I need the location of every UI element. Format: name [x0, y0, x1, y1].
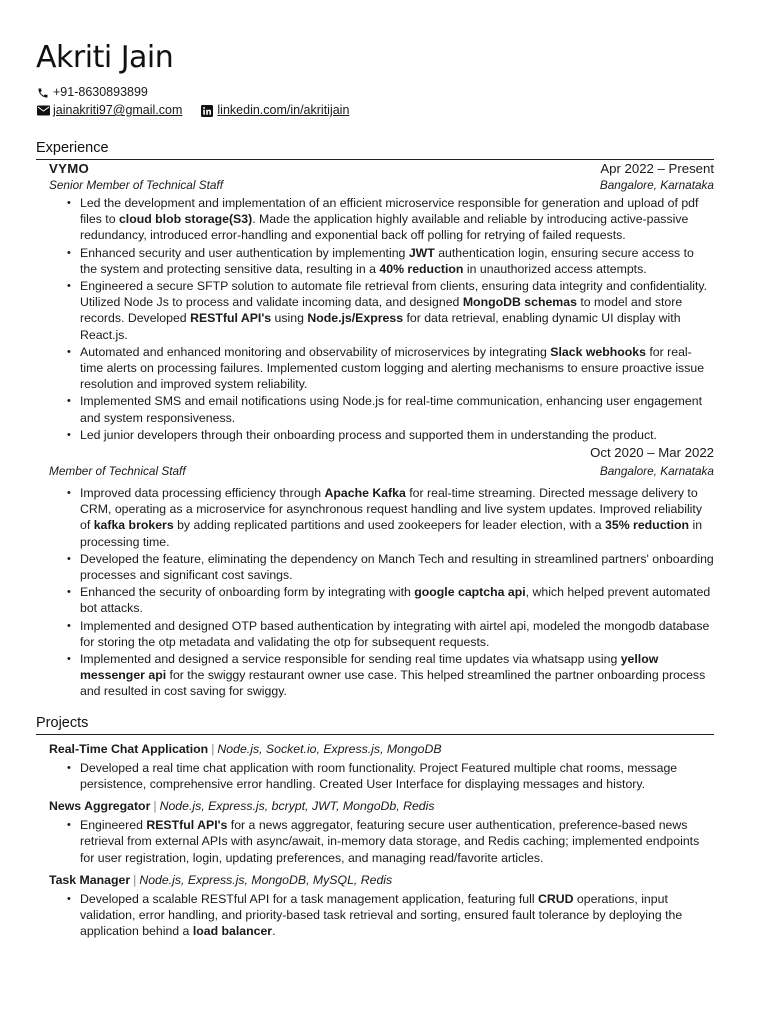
- project-name: Task Manager: [49, 872, 131, 887]
- linkedin-contact[interactable]: [200, 102, 349, 119]
- email-link[interactable]: jainakriti97@gmail.com: [53, 103, 183, 117]
- bullet-emphasis: MongoDB schemas: [462, 295, 577, 310]
- role-location: Bangalore, Karnataka: [599, 178, 714, 192]
- bullet-emphasis: RESTful API's: [146, 818, 228, 833]
- bullet-text: Implemented SMS and email notifications using Node.js for real-time communication, enhancing user engagement and system responsiveness.: [80, 394, 703, 425]
- bullet-item: [80, 760, 714, 792]
- bullet-item: [80, 344, 714, 393]
- bullet-emphasis: CRUD: [537, 891, 574, 906]
- bullet-emphasis: Apache Kafka: [324, 486, 406, 501]
- bullet-item: [80, 427, 714, 443]
- bullet-text: Developed the feature, eliminating the dependency on Manch Tech and resulting in streamlined partners' onboarding processes and significant cost savings.: [80, 551, 714, 583]
- project-bullets: [49, 817, 714, 866]
- bullet-item: [80, 393, 714, 425]
- bullet-emphasis: kafka brokers: [93, 518, 174, 533]
- project-bullets: [49, 891, 714, 940]
- role-location: Bangalore, Karnataka: [599, 464, 714, 479]
- projects-section-title: Projects: [36, 714, 714, 735]
- bullet-emphasis: RESTful API's: [190, 311, 272, 326]
- role-row: [49, 463, 714, 479]
- project-header: [49, 872, 714, 889]
- bullet-text: Developed a scalable RESTful API for a task management application, featuring full: [80, 891, 538, 906]
- bullet-item: [80, 485, 714, 550]
- bullet-emphasis: JWT: [408, 245, 435, 260]
- bullet-text: . Made the application highly available and reliable by introducing active-passive redundancy, introduced error-handling and exponential back off polling for retrying of failed requests.: [80, 212, 689, 243]
- bullet-text: Automated and enhanced monitoring and observability of microservices by integrating: [80, 344, 551, 359]
- project-header: [49, 798, 714, 815]
- role-bullets: [49, 195, 714, 443]
- bullet-text: Led the development and implementation of an efficient microservice responsible for generation and upload of pdf files to: [80, 196, 699, 227]
- bullet-emphasis: Slack webhooks: [550, 344, 646, 359]
- linkedin-icon: [200, 104, 214, 118]
- bullet-text: .: [272, 924, 276, 939]
- bullet-item: [80, 891, 714, 940]
- bullet-text: by adding replicated partitions and used zookeepers for leader election, with a: [173, 518, 606, 533]
- bullet-emphasis: yellow messenger api: [80, 652, 659, 683]
- bullet-emphasis: Node.js/Express: [307, 311, 404, 326]
- bullet-text: for the swiggy restaurant owner use case. This helped streamlined the partner onboarding process and resulted in cost saving for swiggy.: [80, 668, 706, 699]
- bullet-item: [80, 584, 714, 616]
- bullet-emphasis: 35% reduction: [605, 518, 690, 533]
- bullet-text: Enhanced the security of onboarding form by integrating with: [80, 585, 415, 600]
- resume-page: [36, 40, 714, 940]
- bullet-item: [80, 651, 714, 700]
- company-name: VYMO: [49, 161, 90, 176]
- bullet-text: for data retrieval, enabling dynamic UI display with React.js.: [80, 311, 681, 342]
- bullet-text: Implemented and designed a service responsible for sending real time updates via whatsapp using: [80, 652, 621, 667]
- bullet-text: Improved data processing efficiency through: [80, 486, 325, 501]
- project-name: News Aggregator: [49, 799, 151, 814]
- links-row: [36, 102, 714, 119]
- bullet-text: Implemented and designed OTP based authentication by integrating with airtel api, modeled the mongodb database for storing the otp metadata and validating the otp for subsequent requests.: [80, 618, 710, 649]
- project-header: [49, 741, 714, 758]
- phone-row: [36, 84, 714, 101]
- bullet-text: Engineered a secure SFTP solution to automate file retrieval from clients, ensuring data integrity and confidentiality. Utilized Node Js to process and validate incoming data, and designed: [80, 279, 708, 310]
- role-title: Senior Member of Technical Staff: [49, 178, 223, 192]
- project-tech: Node.js, Express.js, MongoDB, MySQL, Redis: [139, 872, 393, 887]
- project-bullets: [49, 760, 714, 792]
- project-tech: Node.js, Express.js, bcrypt, JWT, MongoDb, Redis: [159, 799, 435, 814]
- bullet-item: [80, 195, 714, 244]
- email-contact[interactable]: [36, 102, 182, 119]
- bullet-text: for real-time streaming. Directed message delivery to CRM, operating as a microservice for asynchronous request handling and live system updates. Improved reliability of: [80, 486, 702, 533]
- phone-icon: [36, 86, 50, 100]
- role-dates: Apr 2022 – Present: [600, 161, 714, 176]
- bullet-text: Led junior developers through their onboarding process and supported them in understanding the product.: [80, 427, 657, 442]
- bullet-text: Enhanced security and user authentication by implementing: [80, 245, 409, 260]
- role-row: [49, 177, 714, 193]
- projects-list: [49, 741, 714, 940]
- candidate-name: Akriti Jain: [36, 40, 174, 75]
- project-entry: [49, 798, 714, 866]
- project-separator: |: [153, 799, 157, 814]
- bullet-text: in processing time.: [80, 518, 703, 549]
- bullet-text: for a news aggregator, featuring secure user authentication, preference-based news retrieval from external APIs with async/await, in-memory data storage, and Redis caching; implemented endpoints for user registration, login, updating preferences, and managing read/favorite articles.: [80, 818, 700, 865]
- experience-entry-vymo: [49, 160, 714, 700]
- bullet-text: authentication login, ensuring secure access to the system and protecting sensitive data, resulting in a: [80, 245, 694, 276]
- bullet-text: Developed a real time chat application with room functionality. Project Featured multiple chat rooms, message persistence, comprehensive error handling. Created User Interface for displaying messages and history.: [80, 760, 678, 791]
- bullet-item: [80, 618, 714, 650]
- bullet-item: [80, 551, 714, 583]
- bullet-text: Engineered: [80, 818, 147, 833]
- experience-section-title: Experience: [36, 139, 714, 160]
- phone-contact: [36, 84, 148, 101]
- bullet-item: [80, 245, 714, 277]
- role-bullets: [49, 485, 714, 700]
- project-entry: [49, 872, 714, 940]
- bullet-text: operations, input validation, error handling, and priority-based task retrieval and sorting, ensured fault tolerance by deploying the application behind a: [80, 891, 683, 939]
- bullet-emphasis: load balancer: [192, 924, 273, 939]
- bullet-text: , which helped prevent automated bot attacks.: [80, 585, 711, 616]
- role2-dates-row: [49, 444, 714, 461]
- bullet-text: to model and store records. Developed: [80, 295, 683, 326]
- linkedin-link[interactable]: linkedin.com/in/akritijain: [217, 103, 350, 117]
- company-row: [49, 160, 714, 177]
- project-entry: [49, 741, 714, 792]
- project-separator: |: [211, 741, 215, 756]
- bullet-text: for real-time alerts on processing failures. Implemented custom logging and alerting mechanisms to ensure proactive issue resolution and improved system reliability.: [80, 344, 705, 392]
- bullet-text: in unauthorized access attempts.: [463, 261, 647, 276]
- project-name: Real-Time Chat Application: [49, 741, 209, 756]
- envelope-icon: [36, 104, 50, 118]
- bullet-text: using: [271, 311, 308, 326]
- project-separator: |: [133, 872, 137, 887]
- bullet-item: [80, 278, 714, 343]
- role-dates: Oct 2020 – Mar 2022: [590, 445, 714, 461]
- role-title: Member of Technical Staff: [49, 464, 186, 479]
- bullet-item: [80, 817, 714, 866]
- bullet-emphasis: 40% reduction: [379, 261, 464, 276]
- bullet-emphasis: cloud blob storage(S3): [118, 212, 253, 227]
- project-tech: Node.js, Socket.io, Express.js, MongoDB: [217, 741, 442, 756]
- phone-number: +91-8630893899: [53, 85, 148, 99]
- bullet-emphasis: google captcha api: [414, 585, 526, 600]
